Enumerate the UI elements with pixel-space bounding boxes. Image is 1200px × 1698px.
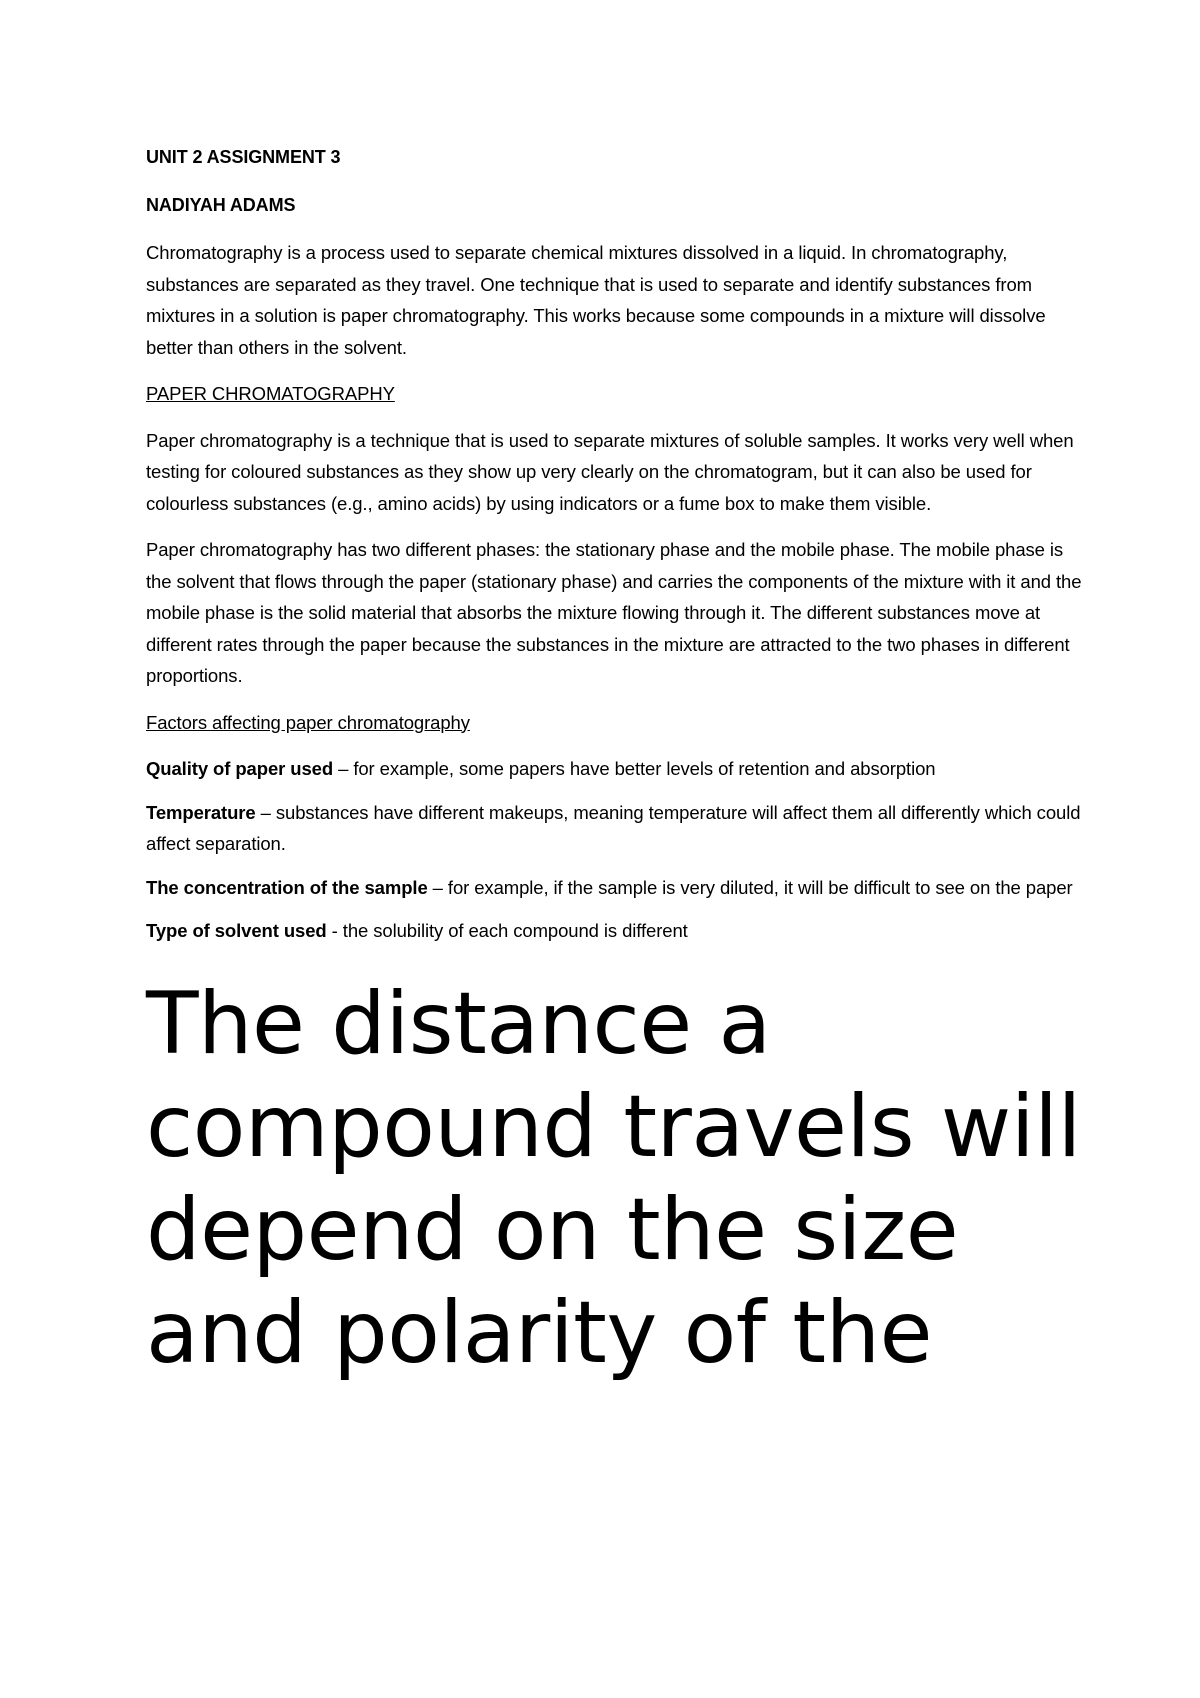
paragraph-phases: Paper chromatography has two different phases: the stationary phase and the mobile phase. The mobile phase is the solvent that flows through the paper (stationary phase) and carries the components of the mixture with it and the mobile phase is the solid material that absorbs the mixture flowing through it. The different substances move at different rates through the paper because the substances in the mixture are attracted to the two phases in different proportions.: [146, 539, 1082, 686]
factor-item: [146, 797, 1086, 860]
factor-description: - the solubility of each compound is different: [326, 920, 688, 941]
factor-description: – for example, some papers have better levels of retention and absorption: [333, 758, 936, 779]
paragraph-technique: Paper chromatography is a technique that is used to separate mixtures of soluble samples. It works very well when testing for coloured substances as they show up very clearly on the chromatogram, but it can also be used for colourless substances (e.g., amino acids) by using indicators or a fume box to make them visible.: [146, 429, 1074, 514]
factor-item: [146, 915, 1086, 947]
factor-term: Type of solvent used: [146, 920, 327, 941]
section-heading-factors: Factors affecting paper chromatography: [146, 711, 470, 733]
factor-description: – substances have different makeups, meaning temperature will affect them all differently which could affect separation.: [146, 801, 1081, 854]
large-text-block: The distance a compound travels will depend on the size and polarity of the: [146, 973, 1081, 1383]
document-page: [146, 142, 1086, 1385]
factor-term: The concentration of the sample: [146, 876, 428, 898]
factor-description: – for example, if the sample is very diluted, it will be difficult to see on the paper: [427, 876, 1073, 898]
document-title: UNIT 2 ASSIGNMENT 3: [146, 147, 341, 167]
document-author: NADIYAH ADAMS: [146, 194, 296, 215]
intro-paragraph: Chromatography is a process used to separate chemical mixtures dissolved in a liquid. In chromatography, substances are separated as they travel. One technique that is used to separate and identify substances from mixtures in a solution is paper chromatography. This works because some compounds in a mixture will dissolve better than others in the solvent.: [146, 242, 1046, 358]
factor-term: Quality of paper used: [146, 758, 334, 779]
factor-term: Temperature: [146, 801, 256, 823]
factor-item: [146, 753, 1086, 785]
section-heading-paper-chromatography: PAPER CHROMATOGRAPHY: [146, 383, 395, 404]
factor-item: [146, 872, 1086, 904]
